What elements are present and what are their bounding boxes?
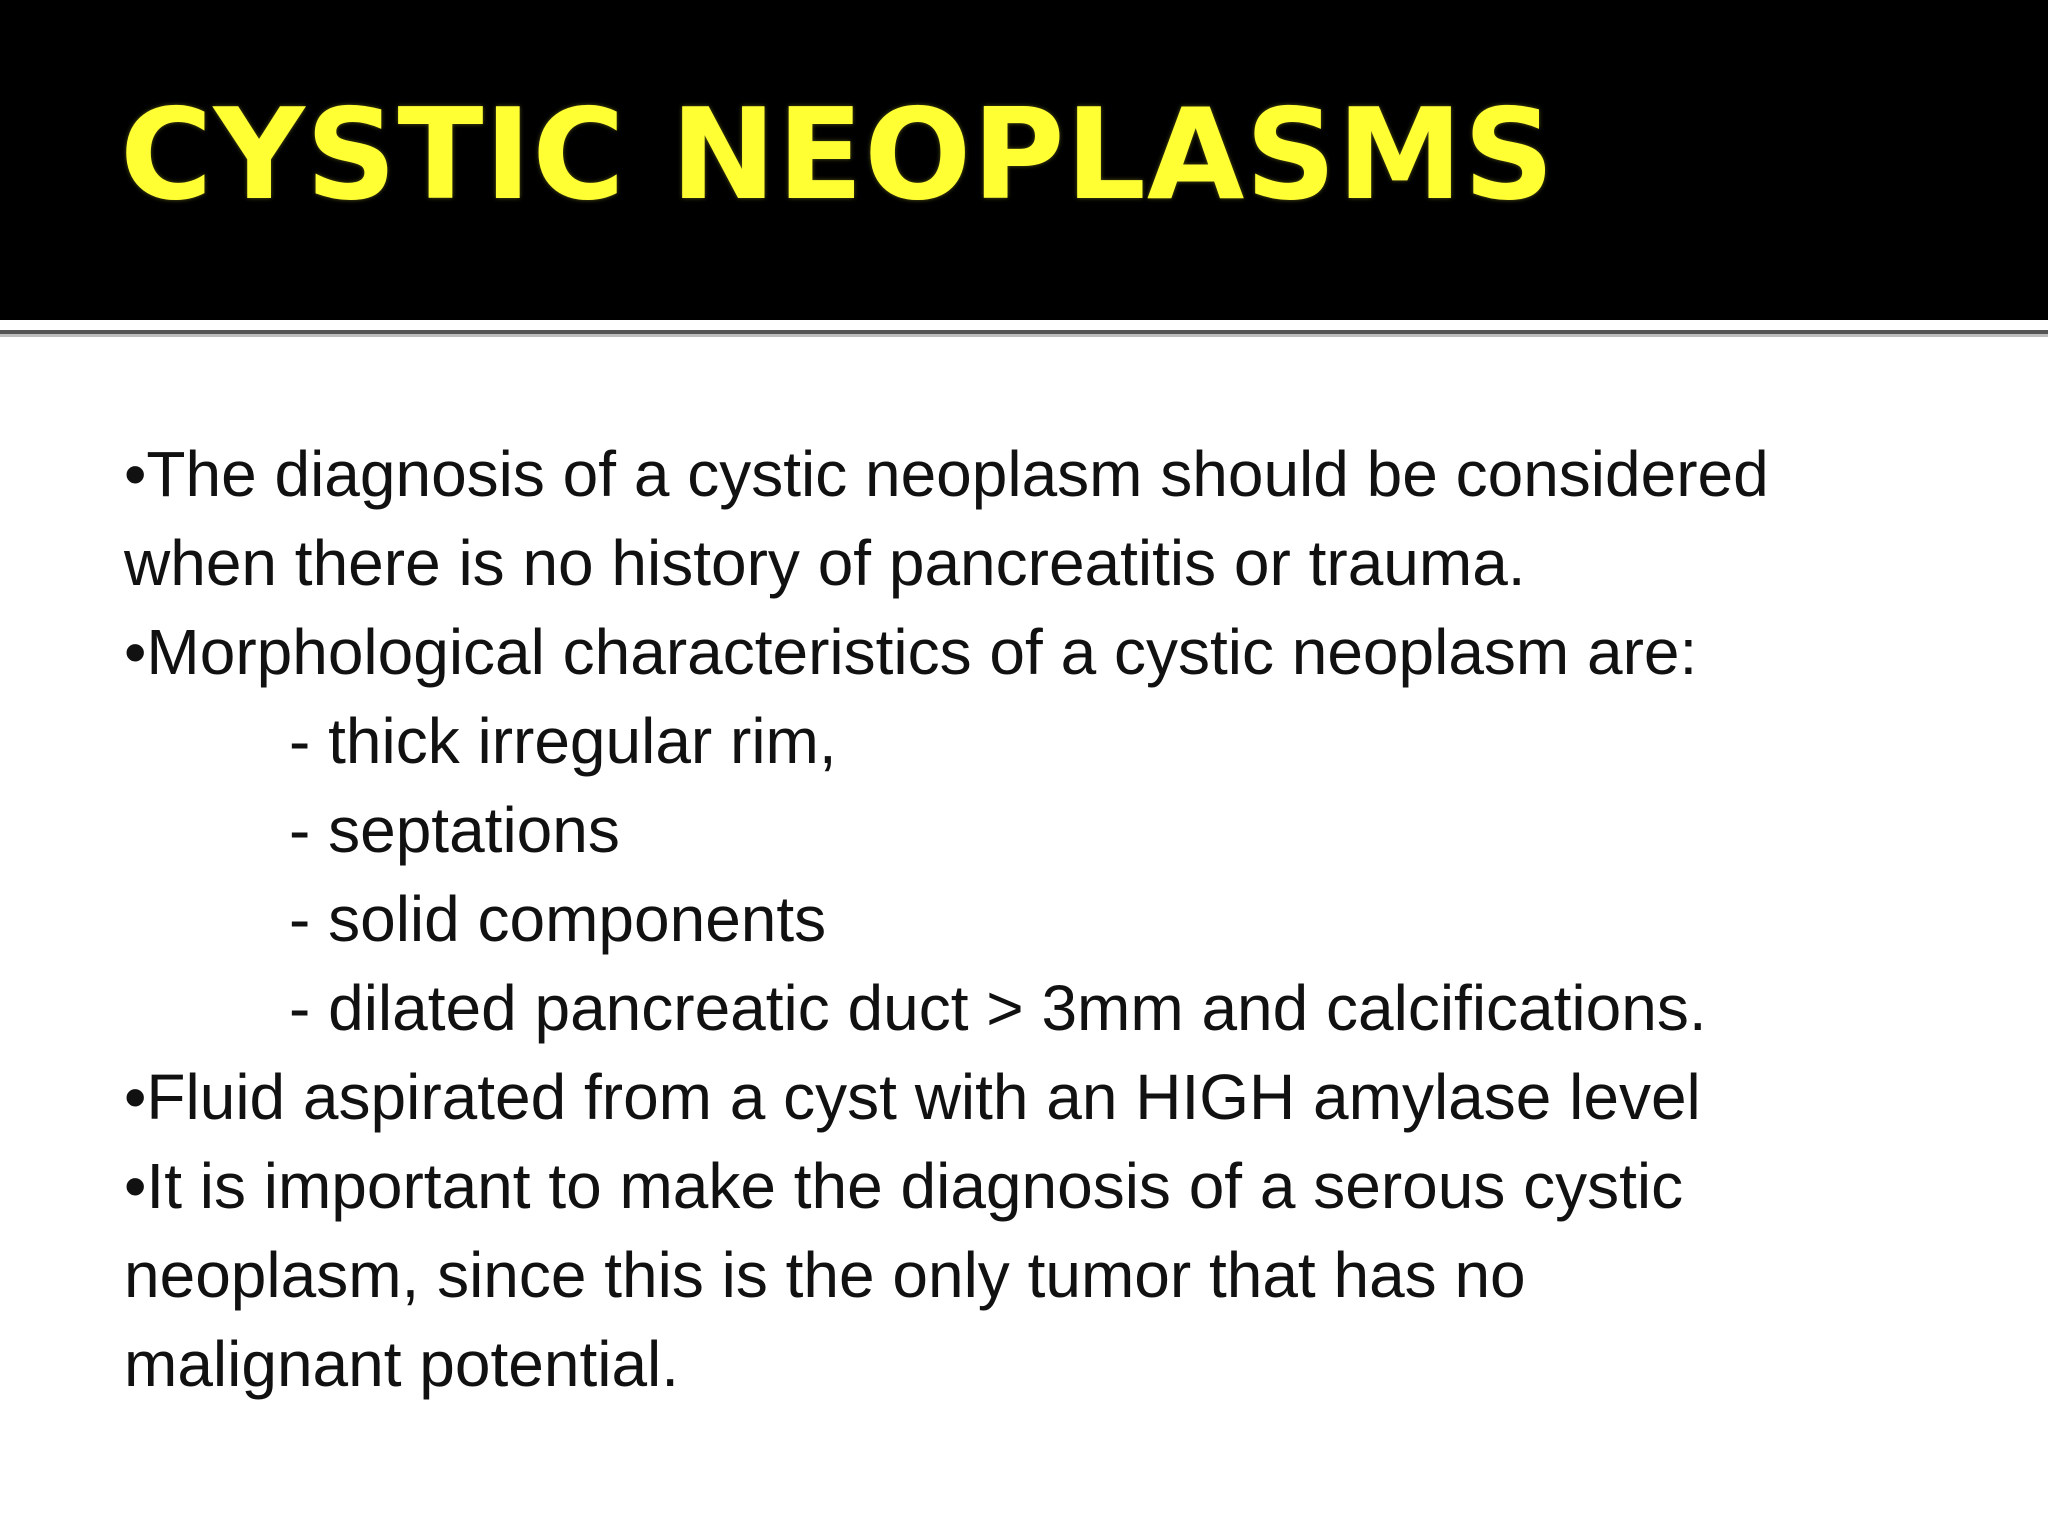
title-divider-light: [0, 320, 2048, 330]
bullet-line: •Fluid aspirated from a cyst with an HIGH amylase level: [124, 1061, 1701, 1133]
bullet-line: •Morphological characteristics of a cystic neoplasm are:: [124, 616, 1698, 688]
title-band: [0, 0, 2048, 320]
bullet-continuation-line: neoplasm, since this is the only tumor that has no: [124, 1239, 1526, 1311]
slide-body: [124, 430, 1984, 1409]
title-divider-shadow: [0, 334, 2048, 337]
bullet-line: •It is important to make the diagnosis of a serous cystic: [124, 1150, 1684, 1222]
bullet-continuation-line: when there is no history of pancreatitis or trauma.: [124, 527, 1526, 599]
slide-title: CYSTIC NEOPLASMS: [120, 81, 1556, 228]
sub-item-line: - dilated pancreatic duct > 3mm and calcifications.: [289, 972, 1707, 1044]
bullet-continuation-line: malignant potential.: [124, 1328, 680, 1400]
bullet-line: •The diagnosis of a cystic neoplasm should be considered: [124, 438, 1769, 510]
sub-item-line: - septations: [289, 794, 620, 866]
sub-item-line: - solid components: [289, 883, 827, 955]
sub-item-line: - thick irregular rim,: [289, 705, 837, 777]
